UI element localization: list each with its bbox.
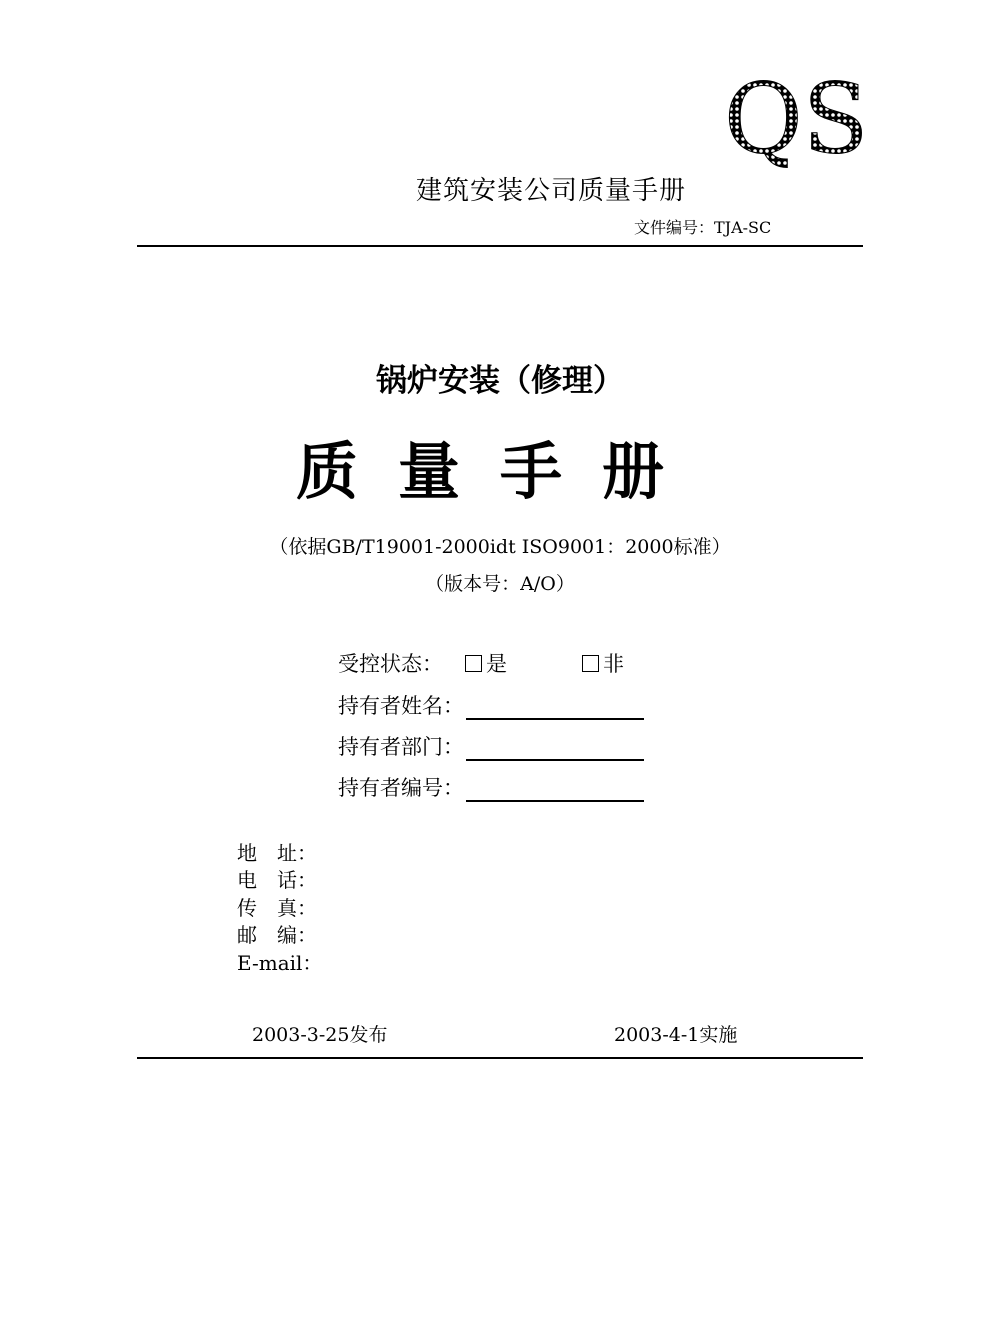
cover-subtitle: 锅炉安装（修理）	[376, 363, 624, 399]
standard-basis: （依据GB/T19001-2000idt ISO9001：2000标准）	[269, 536, 731, 558]
phone-label: 电 话：	[237, 868, 317, 892]
checkbox-yes-label: 是	[486, 652, 507, 676]
holder-name-row	[338, 690, 644, 720]
holder-number-field[interactable]	[466, 778, 644, 802]
holder-number-row	[338, 772, 644, 802]
address-label: 地 址：	[237, 841, 317, 865]
holder-name-label: 持有者姓名：	[338, 694, 464, 718]
holder-dept-label: 持有者部门：	[338, 735, 464, 759]
doc-number: 文件编号：TJA-SC	[634, 218, 772, 237]
control-status-row	[338, 648, 624, 678]
controlled-yes-option[interactable]	[465, 648, 507, 678]
controlled-no-option[interactable]	[582, 648, 624, 678]
checkbox-yes[interactable]	[465, 655, 482, 672]
checkbox-no-label: 非	[603, 652, 624, 676]
effective-date: 2003-4-1实施	[614, 1024, 738, 1046]
holder-dept-field[interactable]	[466, 737, 644, 761]
control-status-label: 受控状态：	[338, 652, 443, 676]
cover-main-title: 质量手册	[295, 435, 704, 508]
bottom-divider	[137, 1057, 863, 1059]
svg-text:QS: QS	[724, 63, 869, 175]
checkbox-no[interactable]	[582, 655, 599, 672]
fax-label: 传 真：	[237, 896, 317, 920]
holder-name-field[interactable]	[466, 696, 644, 720]
holder-dept-row	[338, 731, 644, 761]
email-label: E-mail：	[237, 951, 323, 975]
top-divider	[137, 245, 863, 247]
postcode-label: 邮 编：	[237, 923, 317, 947]
issue-date: 2003-3-25发布	[252, 1024, 388, 1046]
qs-logo	[722, 63, 869, 175]
holder-number-label: 持有者编号：	[338, 776, 464, 800]
version-number: （版本号：A/O）	[425, 573, 575, 595]
company-title: 建筑安装公司质量手册	[416, 176, 687, 206]
